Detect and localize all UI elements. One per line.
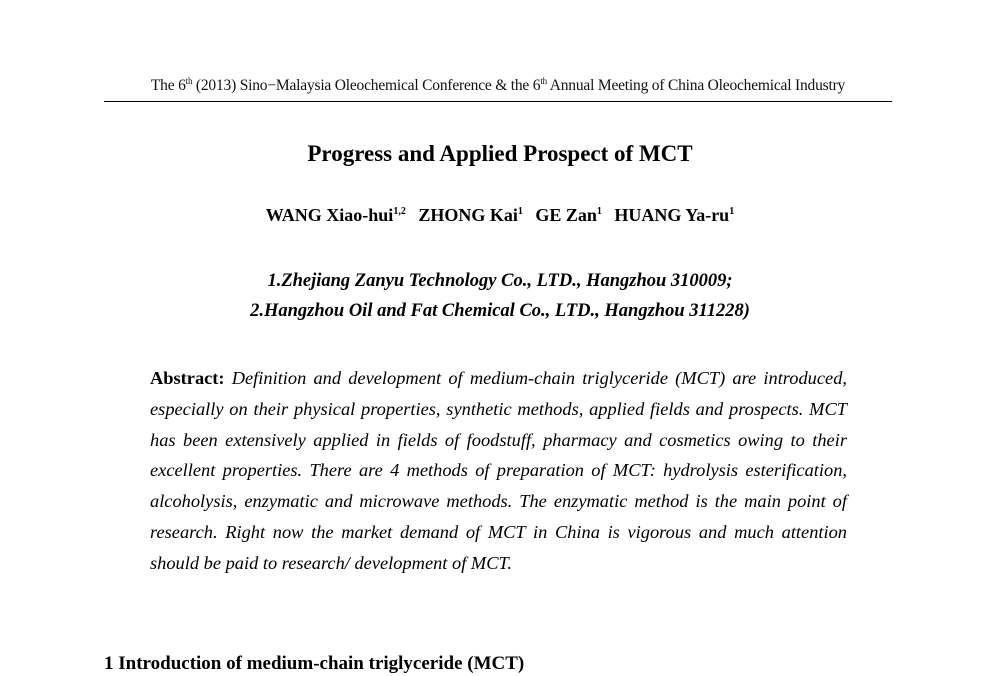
author xyxy=(535,205,602,225)
author xyxy=(614,205,734,225)
abstract-text: Definition and development of medium-chain triglyceride (MCT) are introduced, especially on their physical properties, synthetic methods, applied fields and prospects. MCT has been extensively applied in fields of foodstuff, pharmacy and cosmetics owing to their excellent properties. There are 4 methods of preparation of MCT: hydrolysis esterification, alcoholysis, enzymatic and microwave methods. The enzymatic method is the main point of research. Right now the market demand of MCT in China is vigorous and much attention should be paid to research/ development of MCT. xyxy=(150,368,847,573)
author-affiliation-mark: 1,2 xyxy=(393,206,406,217)
section-heading: 1 Introduction of medium-chain triglyceride (MCT) xyxy=(104,653,525,674)
abstract xyxy=(150,363,847,579)
affiliation-line: 2.Hangzhou Oil and Fat Chemical Co., LTD., Hangzhou 311228) xyxy=(250,301,750,321)
author-name: ZHONG Kai xyxy=(418,205,518,225)
author-name: HUANG Ya-ru xyxy=(614,205,730,225)
header-middle: (2013) Sino−Malaysia Oleochemical Conference & the 6 xyxy=(192,77,541,94)
header-superscript-1: th xyxy=(185,76,193,86)
author-affiliation-mark: 1 xyxy=(596,206,602,217)
paper-title: Progress and Applied Prospect of MCT xyxy=(307,141,693,166)
author-list xyxy=(0,203,1000,227)
header-prefix: The 6 xyxy=(150,77,186,94)
author-affiliation-mark: 1 xyxy=(729,206,735,217)
author-name: GE Zan xyxy=(535,205,597,225)
header-suffix: Annual Meeting of China Oleochemical Industry xyxy=(546,77,846,94)
author-name: WANG Xiao-hui xyxy=(265,205,394,225)
running-header xyxy=(104,76,892,96)
author-affiliation-mark: 1 xyxy=(517,206,523,217)
affiliation-line: 1.Zhejiang Zanyu Technology Co., LTD., Hangzhou 310009; xyxy=(267,271,733,291)
header-divider xyxy=(104,101,892,102)
affiliation-list xyxy=(0,266,1000,326)
author xyxy=(266,205,406,225)
author xyxy=(418,205,523,225)
abstract-label: Abstract: xyxy=(150,368,225,388)
header-superscript-2: th xyxy=(540,76,547,86)
